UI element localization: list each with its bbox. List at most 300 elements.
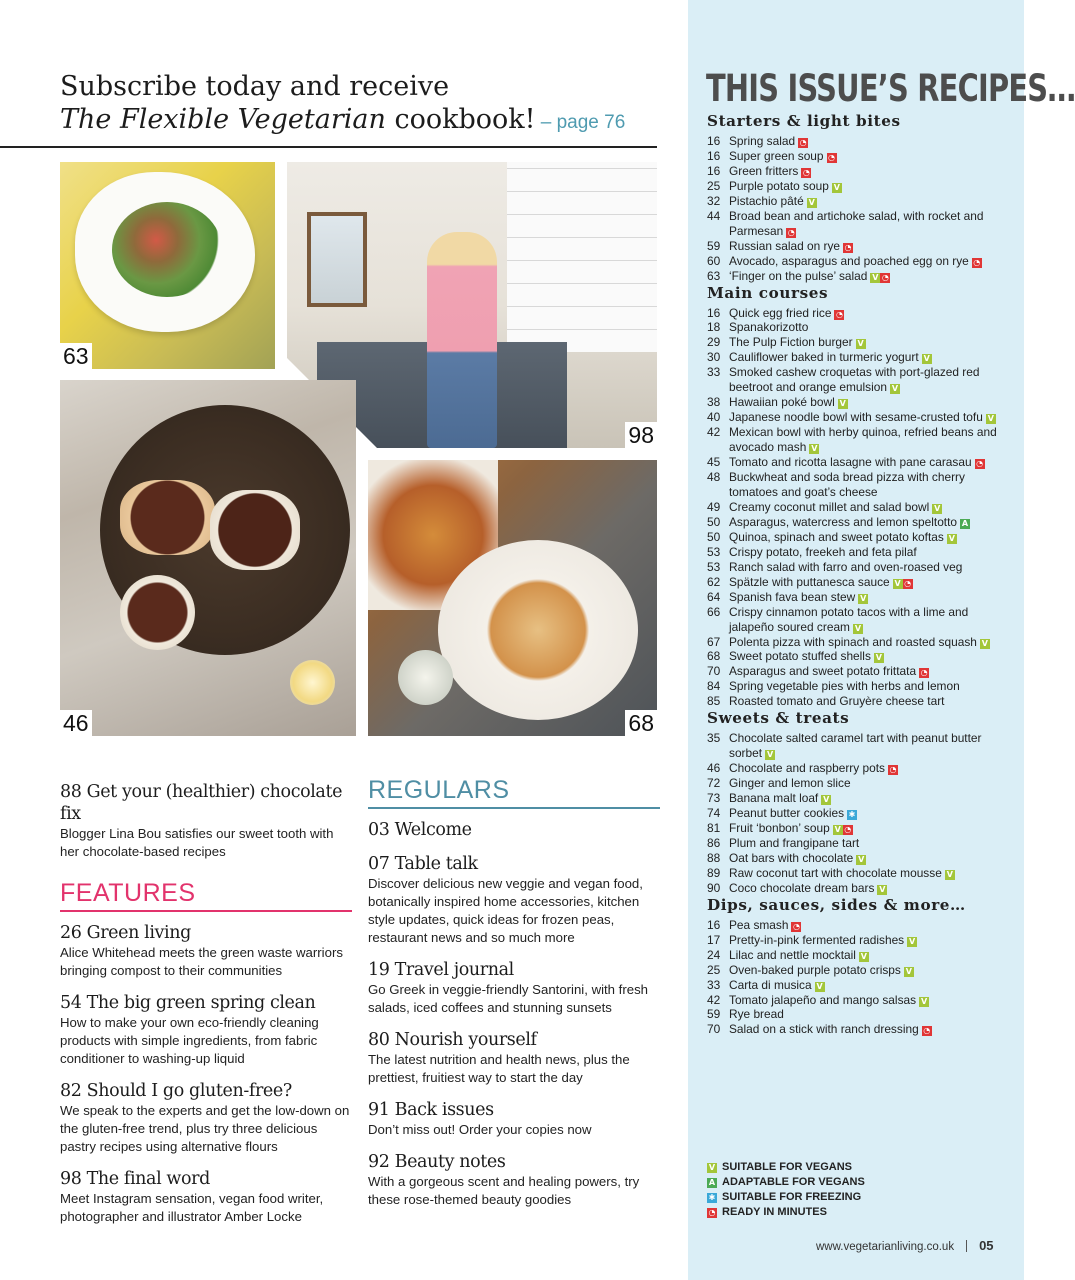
recipe-name: Salad on a stick with ranch dressing <box>729 1022 919 1037</box>
freezing-tag-icon: ✱ <box>848 810 856 820</box>
recipe-item[interactable] <box>707 254 1007 269</box>
recipe-name: ‘Finger on the pulse’ salad <box>729 268 868 283</box>
recipe-name: Spanakorizotto <box>729 320 809 335</box>
chocolate-pot <box>120 480 215 555</box>
subscribe-line2 <box>60 103 660 139</box>
legend-label: SUITABLE FOR VEGANS <box>722 1161 852 1173</box>
recipe-name-wrap <box>729 963 1007 978</box>
vegan-tag-icon: V <box>946 869 953 879</box>
recipe-page: 48 <box>707 470 721 485</box>
recipe-name: Pretty-in-pink fermented radishes <box>729 932 905 947</box>
regular-item[interactable] <box>368 819 660 841</box>
recipe-item[interactable] <box>707 365 1007 395</box>
recipe-item[interactable] <box>707 761 1007 776</box>
chocolate-pot <box>210 490 300 570</box>
ready-in-minutes-tag-icon: ◔ <box>904 578 912 588</box>
recipe-page: 63 <box>707 268 721 283</box>
subscribe-page-link[interactable]: – page 76 <box>535 112 626 133</box>
vegan-tag-icon: V <box>923 354 930 364</box>
recipe-page: 42 <box>707 425 721 440</box>
legend-item <box>707 1205 1007 1220</box>
recipe-name-wrap <box>729 664 1007 679</box>
regulars-column <box>368 776 660 1221</box>
ready-in-minutes-tag-icon: ◔ <box>976 459 984 469</box>
recipe-page: 50 <box>707 514 721 529</box>
recipe-item[interactable] <box>707 836 1007 851</box>
feature-title: 88 Get your (healthier) chocolate fix <box>60 782 343 824</box>
recipe-name: Chocolate and raspberry pots <box>729 761 885 776</box>
vegan-tag-icon: V <box>981 638 988 648</box>
recipe-item[interactable] <box>707 791 1007 806</box>
recipe-name-wrap <box>729 530 1007 545</box>
regular-item[interactable] <box>368 959 660 1017</box>
feature-title: 82 Should I go gluten-free? <box>60 1081 292 1101</box>
recipe-name-wrap <box>729 335 1007 350</box>
recipe-item[interactable] <box>707 335 1007 350</box>
regular-item[interactable] <box>368 1151 660 1209</box>
recipe-name-wrap <box>729 425 1007 455</box>
recipe-page: 70 <box>707 664 721 679</box>
regular-title: 07 Table talk <box>368 854 478 874</box>
regular-title: 03 Welcome <box>368 820 472 840</box>
regular-description: With a gorgeous scent and healing powers, try these rose-themed beauty goodies <box>368 1174 640 1207</box>
recipe-name-wrap <box>729 649 1007 664</box>
recipe-item[interactable] <box>707 590 1007 605</box>
recipe-name: Broad bean and artichoke salad, with rocket and Parmesan <box>729 208 984 238</box>
recipe-category-heading: Dips, sauces, sides & more… <box>707 895 966 914</box>
feature-title: 26 Green living <box>60 923 191 943</box>
recipe-category-heading: Sweets & treats <box>707 709 850 728</box>
recipe-name-wrap <box>729 948 1007 963</box>
recipe-item[interactable] <box>707 306 1007 321</box>
vegan-tag-icon: V <box>987 414 994 424</box>
drink-glass <box>290 660 335 705</box>
recipe-page: 89 <box>707 865 721 880</box>
photo-stuffed-shells[interactable] <box>368 460 657 736</box>
vegan-tag-icon: V <box>875 653 882 663</box>
photo-page-number: 98 <box>625 422 657 448</box>
recipe-name: Avocado, asparagus and poached egg on rye <box>729 253 969 268</box>
recipe-name: The Pulp Fiction burger <box>729 335 853 350</box>
recipe-name-wrap <box>729 881 1007 896</box>
subscribe-line1: Subscribe today and receive <box>60 71 450 102</box>
recipe-item[interactable] <box>707 918 1007 933</box>
kitchen-tiles <box>507 162 657 352</box>
recipe-name-wrap <box>729 350 1007 365</box>
recipe-list <box>707 918 1007 1038</box>
ready-in-minutes-tag-icon: ◔ <box>708 1207 716 1217</box>
regular-description: Don’t miss out! Order your copies now <box>368 1122 592 1137</box>
recipe-name: Tomato jalapeño and mango salsas <box>729 992 917 1007</box>
page-footer <box>816 1238 994 1253</box>
recipe-page: 42 <box>707 992 721 1007</box>
recipe-category-heading: Starters & light bites <box>707 112 901 130</box>
ready-in-minutes-tag-icon: ◔ <box>889 765 897 775</box>
recipe-name-wrap <box>729 918 1007 933</box>
recipe-page: 85 <box>707 694 721 709</box>
recipe-page: 16 <box>707 917 721 932</box>
recipe-page: 29 <box>707 335 721 350</box>
recipe-item[interactable] <box>707 978 1007 993</box>
recipe-page: 24 <box>707 947 721 962</box>
feature-chocolate-fix[interactable] <box>60 781 352 861</box>
recipe-name: Cauliflower baked in turmeric yogurt <box>729 350 919 365</box>
recipe-name: Asparagus and sweet potato frittata <box>729 664 917 679</box>
recipe-item[interactable] <box>707 500 1007 515</box>
footer-divider <box>966 1240 967 1252</box>
regular-description: The latest nutrition and health news, plus the prettiest, fruitiest way to start the day <box>368 1052 630 1085</box>
recipe-item[interactable] <box>707 933 1007 948</box>
recipe-item[interactable] <box>707 455 1007 470</box>
recipe-item[interactable] <box>707 530 1007 545</box>
regular-title: 91 Back issues <box>368 1100 494 1120</box>
vegan-tag-icon: V <box>823 795 830 805</box>
recipe-name: Fruit ‘bonbon’ soup <box>729 820 830 835</box>
ready-in-minutes-tag-icon: ◔ <box>844 242 852 252</box>
recipe-item[interactable] <box>707 134 1007 149</box>
recipe-item[interactable] <box>707 993 1007 1008</box>
vegan-tag-icon: V <box>766 750 774 760</box>
recipe-name-wrap <box>729 545 1007 560</box>
recipe-page: 73 <box>707 791 721 806</box>
recipe-page: 40 <box>707 410 721 425</box>
recipe-page: 17 <box>707 932 721 947</box>
salad-food <box>112 202 222 297</box>
recipe-name: Buckwheat and soda bread pizza with cherry tomatoes and goat’s cheese <box>729 470 965 499</box>
photo-chocolate-pots[interactable] <box>60 380 356 736</box>
recipe-page: 66 <box>707 604 721 619</box>
recipe-item[interactable] <box>707 410 1007 425</box>
photo-page-number: 46 <box>60 710 92 736</box>
vegan-tag-icon: V <box>891 384 899 394</box>
feature-description: Blogger Lina Bou satisfies our sweet tooth with her chocolate-based recipes <box>60 826 334 859</box>
recipe-name-wrap <box>729 635 1007 650</box>
feature-title: 98 The final word <box>60 1169 210 1189</box>
recipe-name-wrap <box>729 605 1007 635</box>
recipe-name-wrap <box>729 731 1007 761</box>
recipe-item[interactable] <box>707 866 1007 881</box>
recipe-name: Chocolate salted caramel tart with peanut butter sorbet <box>729 731 982 761</box>
legend-item <box>707 1175 1007 1190</box>
recipe-name: Spätzle with puttanesca sauce <box>729 574 890 589</box>
recipe-name: Tomato and ricotta lasagne with pane carasau <box>729 455 972 470</box>
recipe-item[interactable] <box>707 149 1007 164</box>
shells-plate <box>438 540 638 720</box>
recipe-page: 16 <box>707 134 721 148</box>
recipe-item[interactable] <box>707 605 1007 635</box>
recipe-name-wrap <box>729 679 1007 694</box>
feature-item[interactable] <box>60 922 352 980</box>
regular-item[interactable] <box>368 1099 660 1139</box>
vegan-tag-icon: V <box>909 936 916 946</box>
recipe-page: 88 <box>707 850 721 865</box>
recipe-page: 46 <box>707 761 721 776</box>
book-title: The Flexible Vegetarian <box>60 104 386 135</box>
adaptable-vegan-tag-icon: A <box>708 1177 716 1187</box>
page-number: 05 <box>979 1238 994 1253</box>
recipe-item[interactable] <box>707 425 1007 455</box>
recipe-name: Polenta pizza with spinach and roasted squash <box>729 634 977 649</box>
recipe-item[interactable] <box>707 545 1007 560</box>
vegan-tag-icon: V <box>834 824 841 834</box>
recipe-page: 30 <box>707 350 721 365</box>
footer-url[interactable]: www.vegetarianliving.co.uk <box>816 1241 955 1253</box>
recipe-page: 18 <box>707 320 721 335</box>
recipe-name-wrap <box>729 365 1007 395</box>
regular-title: 92 Beauty notes <box>368 1152 506 1172</box>
recipe-name: Asparagus, watercress and lemon speltotto <box>729 514 958 529</box>
recipe-page: 67 <box>707 634 721 649</box>
recipe-name: Spanish fava bean stew <box>729 589 856 604</box>
feature-item[interactable] <box>60 1168 352 1226</box>
recipe-page: 33 <box>707 977 721 992</box>
recipe-item[interactable] <box>707 239 1007 254</box>
recipe-page: 38 <box>707 395 721 410</box>
chocolate-pot <box>120 575 195 650</box>
recipe-item[interactable] <box>707 575 1007 590</box>
recipe-name: Creamy coconut millet and salad bowl <box>729 499 930 514</box>
features-list <box>60 922 352 1226</box>
legend-item <box>707 1160 1007 1175</box>
recipe-name-wrap <box>729 993 1007 1008</box>
legend-label: ADAPTABLE FOR VEGANS <box>722 1176 865 1188</box>
recipe-name: Oat bars with chocolate <box>729 850 854 865</box>
recipe-item[interactable] <box>707 1007 1007 1022</box>
ready-in-minutes-tag-icon: ◔ <box>787 227 795 237</box>
recipe-name: Quick egg fried rice <box>729 305 832 320</box>
recipe-name-wrap <box>729 694 1007 709</box>
recipe-page: 86 <box>707 835 721 850</box>
recipe-item[interactable] <box>707 515 1007 530</box>
vegan-tag-icon: V <box>948 533 955 543</box>
vegan-tag-icon: V <box>854 623 862 633</box>
recipe-name-wrap <box>729 806 1007 821</box>
features-column <box>60 781 352 1238</box>
ready-in-minutes-tag-icon: ◔ <box>802 167 810 177</box>
recipe-name-wrap <box>729 179 1007 194</box>
recipe-name-wrap <box>729 791 1007 806</box>
feature-description: How to make your own eco-friendly cleaning products with simple ingredients, from fabric conditioner to washing-up liquid <box>60 1015 319 1066</box>
recipe-name: Banana malt loaf <box>729 791 819 806</box>
portrait-person <box>427 232 497 448</box>
recipe-name: Green fritters <box>729 163 799 178</box>
recipe-name: Rye bread <box>729 1007 784 1022</box>
recipe-item[interactable] <box>707 851 1007 866</box>
vegan-tag-icon: V <box>905 966 912 976</box>
recipe-name-wrap <box>729 134 1007 149</box>
recipe-item[interactable] <box>707 470 1007 500</box>
subscribe-line2-rest: cookbook! <box>385 104 536 135</box>
recipe-name: Coco chocolate dream bars <box>729 880 875 895</box>
recipe-name-wrap <box>729 320 1007 335</box>
recipe-name-wrap <box>729 1022 1007 1037</box>
vegan-tag-icon: V <box>879 884 886 894</box>
recipe-name-wrap <box>729 851 1007 866</box>
recipe-list <box>707 306 1007 710</box>
subscribe-banner <box>60 70 660 139</box>
recipe-item[interactable] <box>707 694 1007 709</box>
recipe-page: 60 <box>707 253 721 268</box>
recipe-page: 25 <box>707 962 721 977</box>
recipe-item[interactable] <box>707 269 1007 284</box>
recipe-index <box>707 112 1007 1037</box>
recipe-name: Crispy cinnamon potato tacos with a lime and jalapeño soured cream <box>729 604 969 634</box>
recipe-name: Spring vegetable pies with herbs and lemon <box>729 679 960 694</box>
legend-label: SUITABLE FOR FREEZING <box>722 1191 862 1203</box>
vegan-tag-icon: V <box>839 399 846 409</box>
recipe-page: 16 <box>707 163 721 178</box>
recipe-item[interactable] <box>707 776 1007 791</box>
ready-in-minutes-tag-icon: ◔ <box>920 668 928 678</box>
recipe-name-wrap <box>729 254 1007 269</box>
recipe-name-wrap <box>729 410 1007 425</box>
recipe-item[interactable] <box>707 664 1007 679</box>
recipe-page: 74 <box>707 806 721 821</box>
recipe-name: Smoked cashew croquetas with port-glazed red beetroot and orange emulsion <box>729 365 980 395</box>
vegan-tag-icon: V <box>808 197 815 207</box>
features-heading: FEATURES <box>60 879 352 912</box>
vegan-tag-icon: V <box>816 981 823 991</box>
recipe-item[interactable] <box>707 649 1007 664</box>
recipe-item[interactable] <box>707 560 1007 575</box>
recipe-item[interactable] <box>707 806 1007 821</box>
ready-in-minutes-tag-icon: ◔ <box>844 824 852 834</box>
recipe-name-wrap <box>729 866 1007 881</box>
regular-description: Go Greek in veggie-friendly Santorini, with fresh salads, iced coffees and stunning sunsets <box>368 982 648 1015</box>
recipe-name: Hawaiian poké bowl <box>729 395 835 410</box>
recipe-name: Sweet potato stuffed shells <box>729 649 871 664</box>
recipe-name: Peanut butter cookies <box>729 806 845 821</box>
feature-title: 54 The big green spring clean <box>60 993 316 1013</box>
recipe-name: Raw coconut tart with chocolate mousse <box>729 865 942 880</box>
vegan-tag-icon: V <box>857 339 864 349</box>
recipe-name-wrap <box>729 761 1007 776</box>
recipe-item[interactable] <box>707 1022 1007 1037</box>
recipe-page: 53 <box>707 559 721 574</box>
recipe-item[interactable] <box>707 635 1007 650</box>
regular-item[interactable] <box>368 1029 660 1087</box>
recipe-name-wrap <box>729 978 1007 993</box>
recipe-item[interactable] <box>707 179 1007 194</box>
ready-in-minutes-tag-icon: ◔ <box>828 152 836 162</box>
recipe-page: 16 <box>707 148 721 163</box>
recipe-name-wrap <box>729 269 1007 284</box>
recipe-name: Quinoa, spinach and sweet potato koftas <box>729 529 944 544</box>
vegan-tag-icon: V <box>708 1162 716 1172</box>
recipe-name: Japanese noodle bowl with sesame-crusted tofu <box>729 410 983 425</box>
recipe-page: 32 <box>707 193 721 208</box>
feature-item[interactable] <box>60 1080 352 1156</box>
feature-description: Meet Instagram sensation, vegan food writer, photographer and illustrator Amber Locke <box>60 1191 324 1224</box>
recipe-page: 68 <box>707 649 721 664</box>
recipe-name-wrap <box>729 821 1007 836</box>
recipe-item[interactable] <box>707 821 1007 836</box>
recipe-item[interactable] <box>707 679 1007 694</box>
recipe-name: Crispy potato, freekeh and feta pilaf <box>729 544 917 559</box>
ready-in-minutes-tag-icon: ◔ <box>799 138 807 147</box>
kitchen-window <box>307 212 367 307</box>
recipe-name-wrap <box>729 209 1007 239</box>
recipe-page: 50 <box>707 529 721 544</box>
recipe-list <box>707 731 1007 895</box>
recipe-name: Ranch salad with farro and oven-roased veg <box>729 559 963 574</box>
photo-page-number: 63 <box>60 343 92 369</box>
recipe-page: 16 <box>707 305 721 320</box>
recipe-name-wrap <box>729 575 1007 590</box>
vegan-tag-icon: V <box>833 182 840 192</box>
vegan-tag-icon: V <box>860 951 867 961</box>
regular-title: 80 Nourish yourself <box>368 1030 537 1050</box>
recipe-page: 45 <box>707 455 721 470</box>
regular-title: 19 Travel journal <box>368 960 514 980</box>
vegan-tag-icon: V <box>860 593 867 603</box>
recipe-list <box>707 134 1007 284</box>
legend-item <box>707 1190 1007 1205</box>
recipe-item[interactable] <box>707 194 1007 209</box>
recipe-item[interactable] <box>707 320 1007 335</box>
recipe-name-wrap <box>729 933 1007 948</box>
regulars-heading: REGULARS <box>368 776 660 809</box>
feature-item[interactable] <box>60 992 352 1068</box>
recipe-name-wrap <box>729 500 1007 515</box>
recipe-name-wrap <box>729 395 1007 410</box>
recipe-name-wrap <box>729 560 1007 575</box>
recipe-page: 90 <box>707 880 721 895</box>
recipe-page: 59 <box>707 238 721 253</box>
recipe-name: Purple potato soup <box>729 178 829 193</box>
recipes-sidebar <box>688 0 1075 1280</box>
recipe-item[interactable] <box>707 963 1007 978</box>
drink-glass <box>398 650 453 705</box>
regular-item[interactable] <box>368 853 660 947</box>
ready-in-minutes-tag-icon: ◔ <box>923 1026 931 1036</box>
recipe-item[interactable] <box>707 164 1007 179</box>
recipe-item[interactable] <box>707 948 1007 963</box>
recipe-page: 25 <box>707 178 721 193</box>
recipe-item[interactable] <box>707 881 1007 896</box>
recipe-page: 64 <box>707 589 721 604</box>
recipe-item[interactable] <box>707 395 1007 410</box>
recipe-page: 59 <box>707 1007 721 1022</box>
feature-description: Alice Whitehead meets the green waste warriors bringing compost to their communities <box>60 945 343 978</box>
recipe-page: 35 <box>707 731 721 746</box>
vegan-tag-icon: V <box>920 996 928 1006</box>
recipe-name: Carta di musica <box>729 977 812 992</box>
recipe-name-wrap <box>729 306 1007 321</box>
recipe-name-wrap <box>729 164 1007 179</box>
recipe-name-wrap <box>729 590 1007 605</box>
recipe-page: 81 <box>707 820 721 835</box>
recipe-category-heading: Main courses <box>707 283 829 302</box>
recipe-name-wrap <box>729 515 1007 530</box>
ready-in-minutes-tag-icon: ◔ <box>881 272 889 282</box>
recipe-item[interactable] <box>707 350 1007 365</box>
ready-in-minutes-tag-icon: ◔ <box>835 309 843 319</box>
vegan-tag-icon: V <box>811 444 818 454</box>
recipe-name: Oven-baked purple potato crisps <box>729 962 901 977</box>
recipe-name-wrap <box>729 194 1007 209</box>
recipe-item[interactable] <box>707 209 1007 239</box>
vegan-tag-icon: V <box>934 503 941 513</box>
vegan-tag-icon: V <box>858 854 865 864</box>
photo-salad[interactable] <box>60 162 275 369</box>
sidebar-title: THIS ISSUE’S RECIPES… <box>706 67 1075 110</box>
vegan-tag-icon: V <box>872 272 879 282</box>
recipe-item[interactable] <box>707 731 1007 761</box>
photo-page-number: 68 <box>625 710 657 736</box>
recipe-name: Russian salad on rye <box>729 238 841 253</box>
ready-in-minutes-tag-icon: ◔ <box>792 921 800 931</box>
